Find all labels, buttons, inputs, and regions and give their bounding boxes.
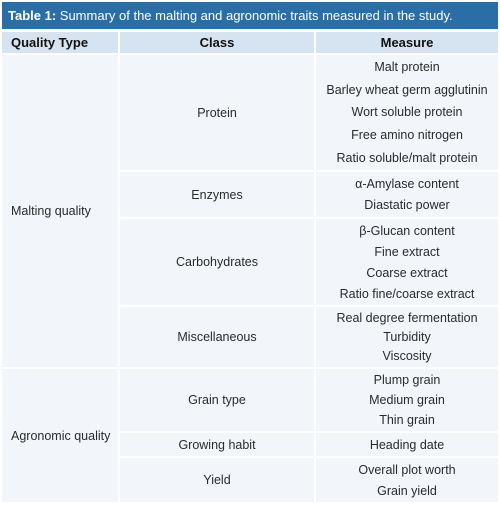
measure-cell [316, 55, 498, 170]
measure-item: Medium grain [369, 393, 445, 407]
measure-item: Fine extract [374, 244, 440, 259]
table-container [2, 2, 498, 502]
measure-cell [316, 369, 498, 431]
measure-item: Coarse extract [366, 265, 448, 280]
table-caption-label: Table 1: [8, 8, 57, 23]
quality-type-cell: Agronomic quality [2, 369, 118, 502]
measure-item: Free amino nitrogen [351, 128, 463, 143]
class-cell: Growing habit [120, 433, 314, 456]
measure-cell [316, 433, 498, 456]
measure-item: Real degree fermentation [336, 310, 478, 325]
measure-cell [316, 307, 498, 367]
measure-item: Thin grain [379, 413, 435, 427]
class-cell: Yield [120, 458, 314, 502]
measure-item: Plump grain [373, 373, 441, 387]
class-cell: Carbohydrates [120, 219, 314, 305]
table-caption-text: Summary of the malting and agronomic traits measured in the study. [56, 8, 453, 23]
class-cell: Miscellaneous [120, 307, 314, 367]
class-cell: Grain type [120, 369, 314, 431]
class-cell: Protein [120, 55, 314, 170]
class-cell: Enzymes [120, 172, 314, 217]
measure-item: Viscosity [382, 349, 432, 364]
measure-item: α-Amylase content [355, 176, 459, 191]
measure-item: β-Glucan content [359, 223, 455, 238]
measure-item: Malt protein [374, 60, 440, 75]
header-measure: Measure [316, 32, 498, 53]
quality-type-cell: Malting quality [2, 55, 118, 367]
measure-item: Wort soluble protein [351, 105, 463, 120]
measure-cell [316, 219, 498, 305]
measure-item: Barley wheat germ agglutinin [326, 82, 488, 97]
measure-item: Diastatic power [364, 198, 450, 213]
measure-item: Overall plot worth [358, 462, 456, 477]
table-caption [2, 2, 498, 29]
measure-cell [316, 458, 498, 502]
header-class: Class [120, 32, 314, 53]
measure-item: Ratio fine/coarse extract [339, 286, 475, 301]
measure-item: Heading date [369, 437, 445, 452]
header-quality-type: Quality Type [2, 32, 118, 53]
measure-cell [316, 172, 498, 217]
measure-item: Turbidity [383, 329, 431, 344]
measure-item: Grain yield [377, 483, 437, 498]
measure-item: Ratio soluble/malt protein [336, 150, 478, 165]
